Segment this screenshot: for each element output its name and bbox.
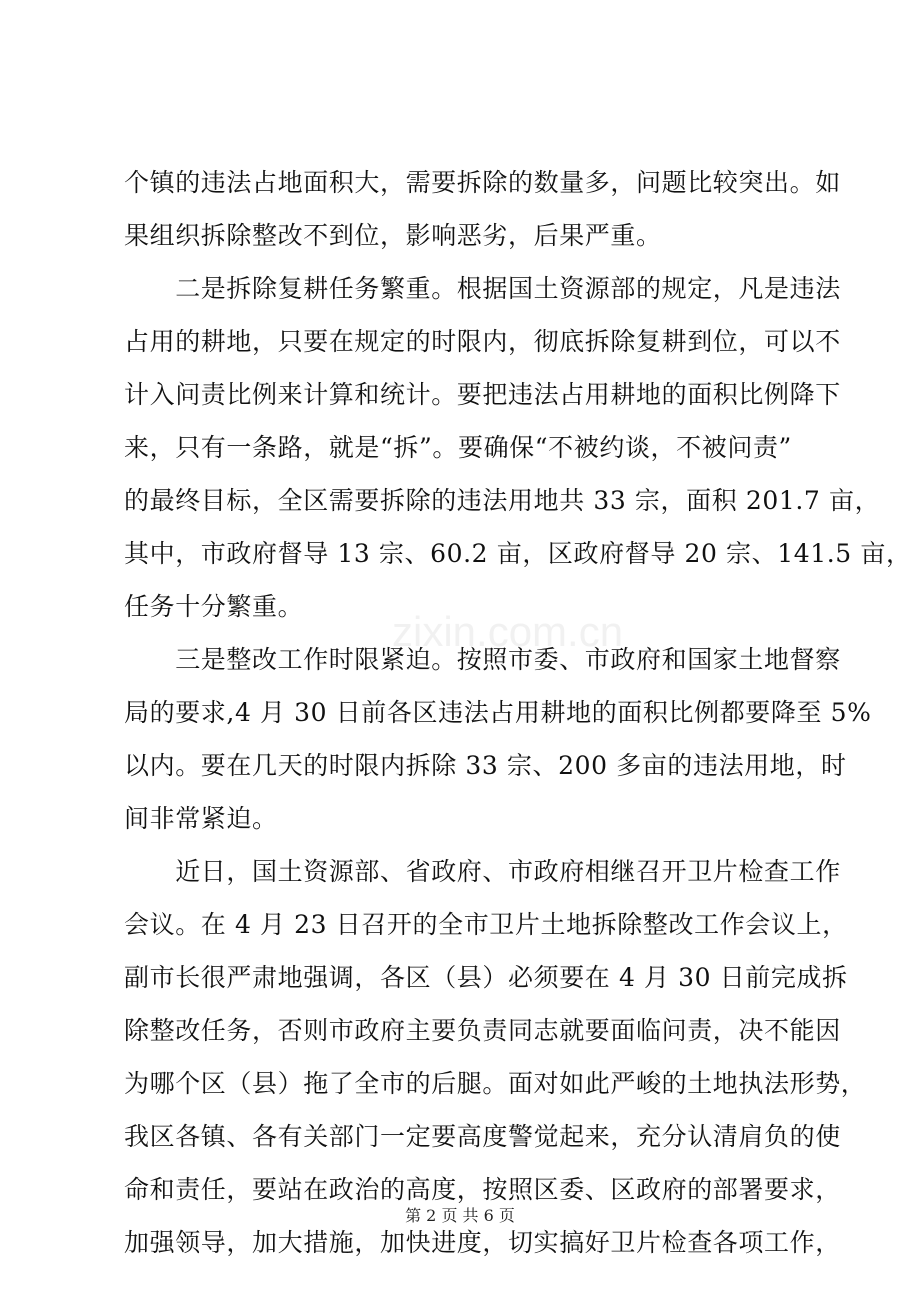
text-line: 二是拆除复耕任务繁重。根据国土资源部的规定，凡是违法	[124, 274, 841, 303]
text-line: 我区各镇、各有关部门一定要高度警觉起来，充分认清肩负的使	[124, 1122, 841, 1151]
text-line: 计入问责比例来计算和统计。要把违法占用耕地的面积比例降下	[124, 380, 841, 409]
text-line: 局的要求,4 月 30 日前各区违法占用耕地的面积比例都要降至 5%	[124, 698, 872, 727]
text-line: 其中，市政府督导 13 宗、60.2 亩，区政府督导 20 宗、141.5 亩，	[124, 539, 912, 568]
text-line: 三是整改工作时限紧迫。按照市委、市政府和国家土地督察	[124, 645, 841, 674]
text-line: 加强领导，加大措施，加快进度，切实搞好卫片检查各项工作，	[124, 1228, 841, 1257]
text-line: 以内。要在几天的时限内拆除 33 宗、200 多亩的违法用地，时	[124, 751, 847, 780]
text-line: 果组织拆除整改不到位，影响恶劣，后果严重。	[124, 221, 662, 250]
text-line: 任务十分繁重。	[124, 592, 304, 621]
text-line: 来，只有一条路，就是“拆”。要确保“不被约谈，不被问责”	[124, 433, 792, 462]
text-line: 会议。在 4 月 23 日召开的全市卫片土地拆除整改工作会议上，	[124, 910, 848, 939]
text-line: 间非常紧迫。	[124, 804, 278, 833]
text-line: 个镇的违法占地面积大，需要拆除的数量多，问题比较突出。如	[124, 168, 841, 197]
text-line: 占用的耕地，只要在规定的时限内，彻底拆除复耕到位，可以不	[124, 327, 841, 356]
page-footer: 第 2 页 共 6 页	[405, 1206, 515, 1225]
text-line: 近日，国土资源部、省政府、市政府相继召开卫片检查工作	[124, 857, 841, 886]
text-line: 副市长很严肃地强调，各区（县）必须要在 4 月 30 日前完成拆	[124, 963, 848, 992]
text-line: 的最终目标，全区需要拆除的违法用地共 33 宗，面积 201.7 亩，	[124, 486, 881, 515]
watermark: zixin.com.cn	[392, 608, 624, 655]
text-line: 命和责任，要站在政治的高度，按照区委、区政府的部署要求，	[124, 1175, 841, 1204]
text-line: 为哪个区（县）拖了全市的后腿。面对如此严峻的土地执法形势，	[124, 1069, 867, 1098]
text-line: 除整改任务，否则市政府主要负责同志就要面临问责，决不能因	[124, 1016, 841, 1045]
